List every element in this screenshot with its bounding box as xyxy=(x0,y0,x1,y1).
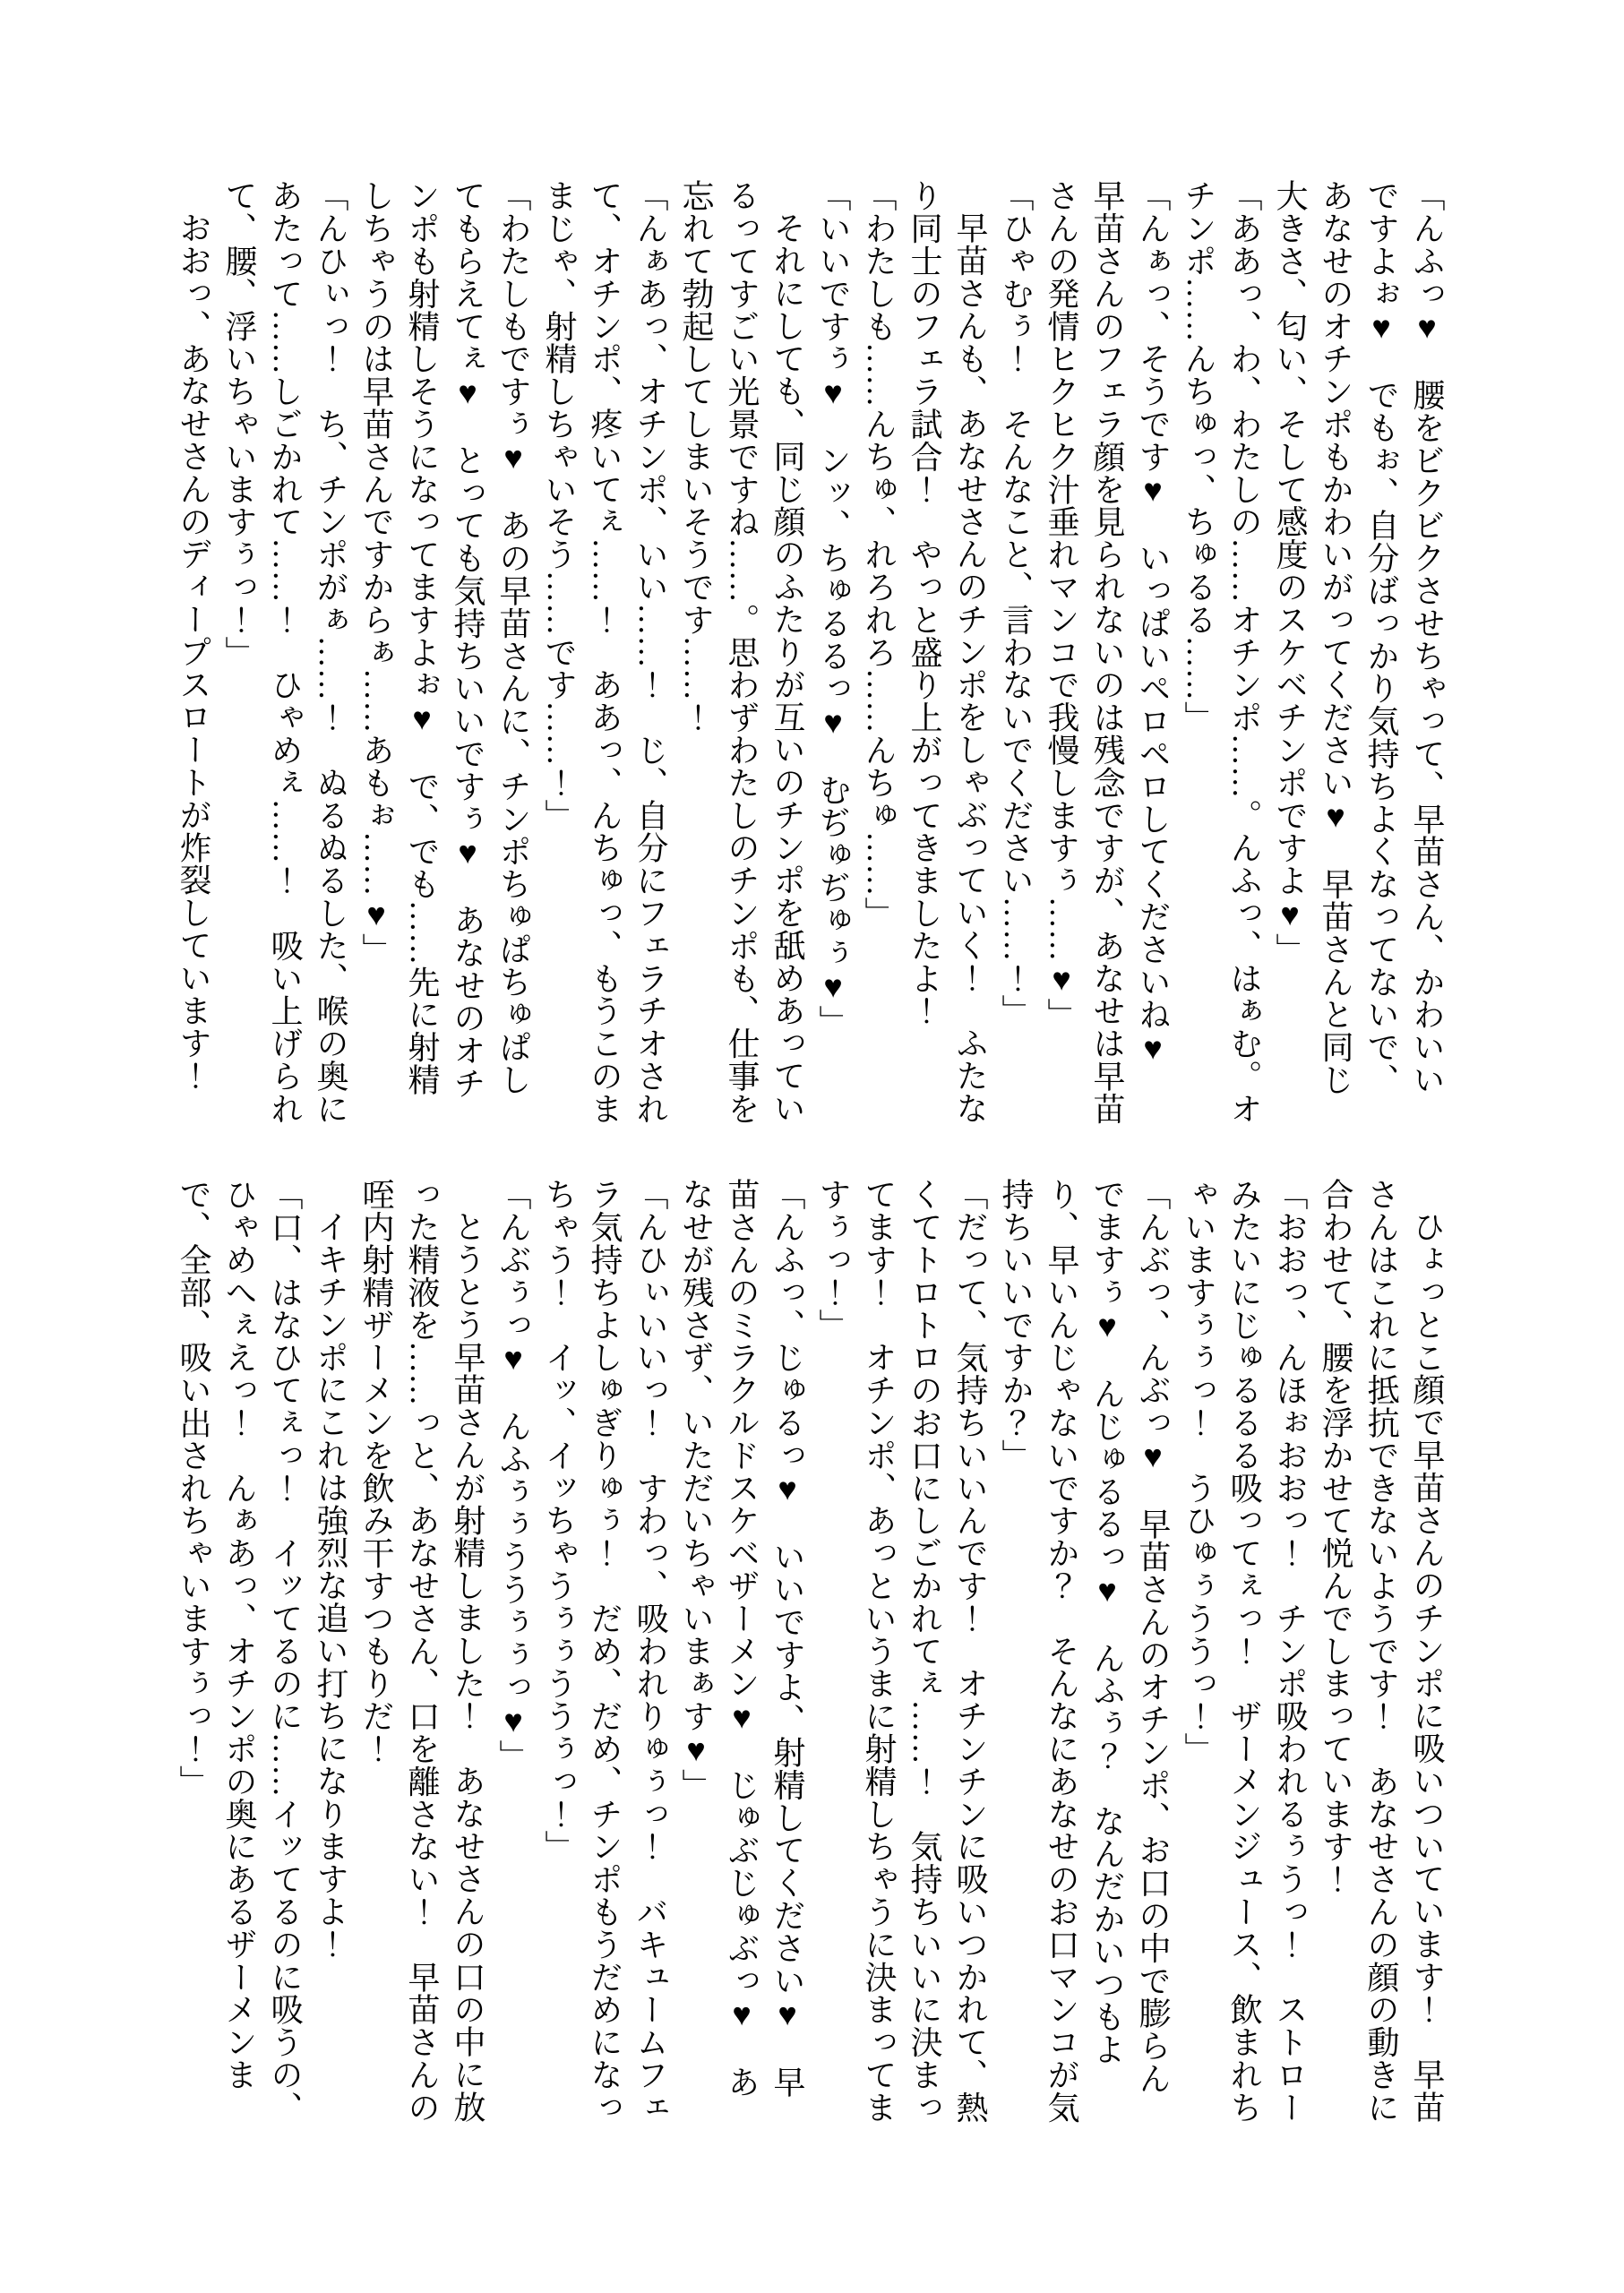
paragraph: 「ひゃむぅ！ そんなこと、言わないでください……！」 xyxy=(998,179,1034,1027)
paragraph: 「ああっ、わ、わたしの……オチンポ……。んふっ、はぁむ。オチンポ……んちゅっ、ちゅるる……」 xyxy=(1181,179,1262,1125)
paragraph: 「んひぃっ！ ち、チンポがぁ……！ ぬるぬるした、喉の奥にあたって……しごかれて……！ ひゃめぇ……！ 吸い上げられて、腰、浮いちゃいますぅっ！」 xyxy=(221,179,348,1125)
paragraph: 「だって、気持ちいいんです！ オチンチンに吸いつかれて、熱くてトロトロのお口にしごかれてぇ……！ 気持ちいいに決まってます！ オチンポ、あっというまに射精しちゃうに決まってますぅっ！」 xyxy=(815,1178,988,2124)
paragraph: 早苗さんも、あなせさんのチンポをしゃぶっていく！ ふたなり同士のフェラ試合！ やっと盛り上がってきましたよ！ xyxy=(907,179,988,1125)
paragraph: 「んひぃいいっ！ すわっ、吸われりゅぅっ！ バキュームフェラ気持ちよしゅぎりゅぅ！ だめ、だめ、チンポもうだめになっちゃう！ イッ、イッちゃうぅぅううぅっ！」 xyxy=(541,1178,668,2124)
paragraph: イキチンポにこれは強烈な追い打ちになりますよ！ xyxy=(313,1210,348,1961)
paragraph: 「いいですぅ♥ ンッ、ちゅるるっ♥ むぢゅぢゅぅ♥」 xyxy=(815,179,851,1038)
paragraph: 「んぶぅっ♥ んふぅぅううぅぅっ♥」 xyxy=(495,1178,531,1773)
paragraph: 「んふっ、じゅるっ♥ いいですよ、射精してください♥ 早苗さんのミラクルドスケベザーメン♥ じゅぶじゅぶっ♥ あなせが残さず、いただいちゃいまぁす♥」 xyxy=(678,1178,805,2099)
paragraph: 「んぶっ、んぶっ♥ 早苗さんのオチンポ、お口の中で膨らんでますぅ♥ んじゅるるっ♥ んふぅ？ なんだかいつもより、早いんじゃないですか？ そんなにあなせのお口マンコが気持ちいいですか？」 xyxy=(998,1178,1171,2124)
paragraph: おおっ、あなせさんのディープスロートが炸裂しています！ xyxy=(176,211,211,1092)
paragraph: 「んぁっ、そうです♥ いっぱいペロペロしてくださいね♥ 早苗さんのフェラ顔を見られないのは残念ですが、あなせは早苗さんの発情ヒクヒク汁垂れマンコで我慢しますぅ……♥」 xyxy=(1044,179,1171,1125)
paragraph: 「んふっ♥ 腰をビクビクさせちゃって、早苗さん、かわいいですよぉ♥ でもぉ、自分ばっかり気持ちよくなってないで、あなせのオチンポもかわいがってください♥ 早苗さんと同じ大きさ、匂い、そして感度のスケベチンポですよ♥」 xyxy=(1272,179,1445,1096)
paragraph: ひょっとこ顔で早苗さんのチンポに吸いついています！ 早苗さんはこれに抵抗できないようです！ あなせさんの顔の動きに合わせて、腰を浮かせて悦んでしまっています！ xyxy=(1318,1178,1445,2124)
text-block-bottom xyxy=(170,1178,1449,2126)
paragraph: とうとう早苗さんが射精しました！ あなせさんの口の中に放った精液を……っと、あなせさん、口を離さない！ 早苗さんの咥内射精ザーメンを飲み干すつもりだ！ xyxy=(358,1178,485,2124)
paragraph: 「口、はなひてぇっ！ イッてるのに……イッてるのに吸うの、ひゃめへぇえっ！ んぁあっ、オチンポの奥にあるザーメンまで、全部、吸い出されちゃいますぅっ！」 xyxy=(176,1178,303,2124)
paragraph: 「んぁあっ、オチンポ、いい……！ じ、自分にフェラチオされて、オチンポ、疼いてぇ……！ ああっ、んちゅっ、もうこのままじゃ、射精しちゃいそう……です……！」 xyxy=(541,179,668,1125)
paragraph: 「わたしも……んちゅ、れろれろ……んちゅ……」 xyxy=(861,179,897,930)
text-block-top xyxy=(170,179,1449,1127)
paragraph: それにしても、同じ顔のふたりが互いのチンポを舐めあっているってすごい光景ですね……。思わずわたしのチンポも、仕事を忘れて勃起してしまいそうです……！ xyxy=(678,179,805,1125)
paragraph: 「おおっ、んほぉおおっ！ チンポ吸われるぅうっ！ ストローみたいにじゅるるる吸ってぇっ！ ザーメンジュース、飲まれちゃいますぅぅっ！ うひゅぅううっ！」 xyxy=(1181,1178,1308,2124)
paragraph: 「わたしもですぅ♥ あの早苗さんに、チンポちゅぱちゅぱしてもらえてぇ♥ とっても気持ちいいですぅ♥ あなせのオチンポも射精しそうになってますよぉ♥ で、でも……先に射精しちゃうのは早苗さんですからぁ……あもぉ……♥」 xyxy=(358,179,531,1100)
